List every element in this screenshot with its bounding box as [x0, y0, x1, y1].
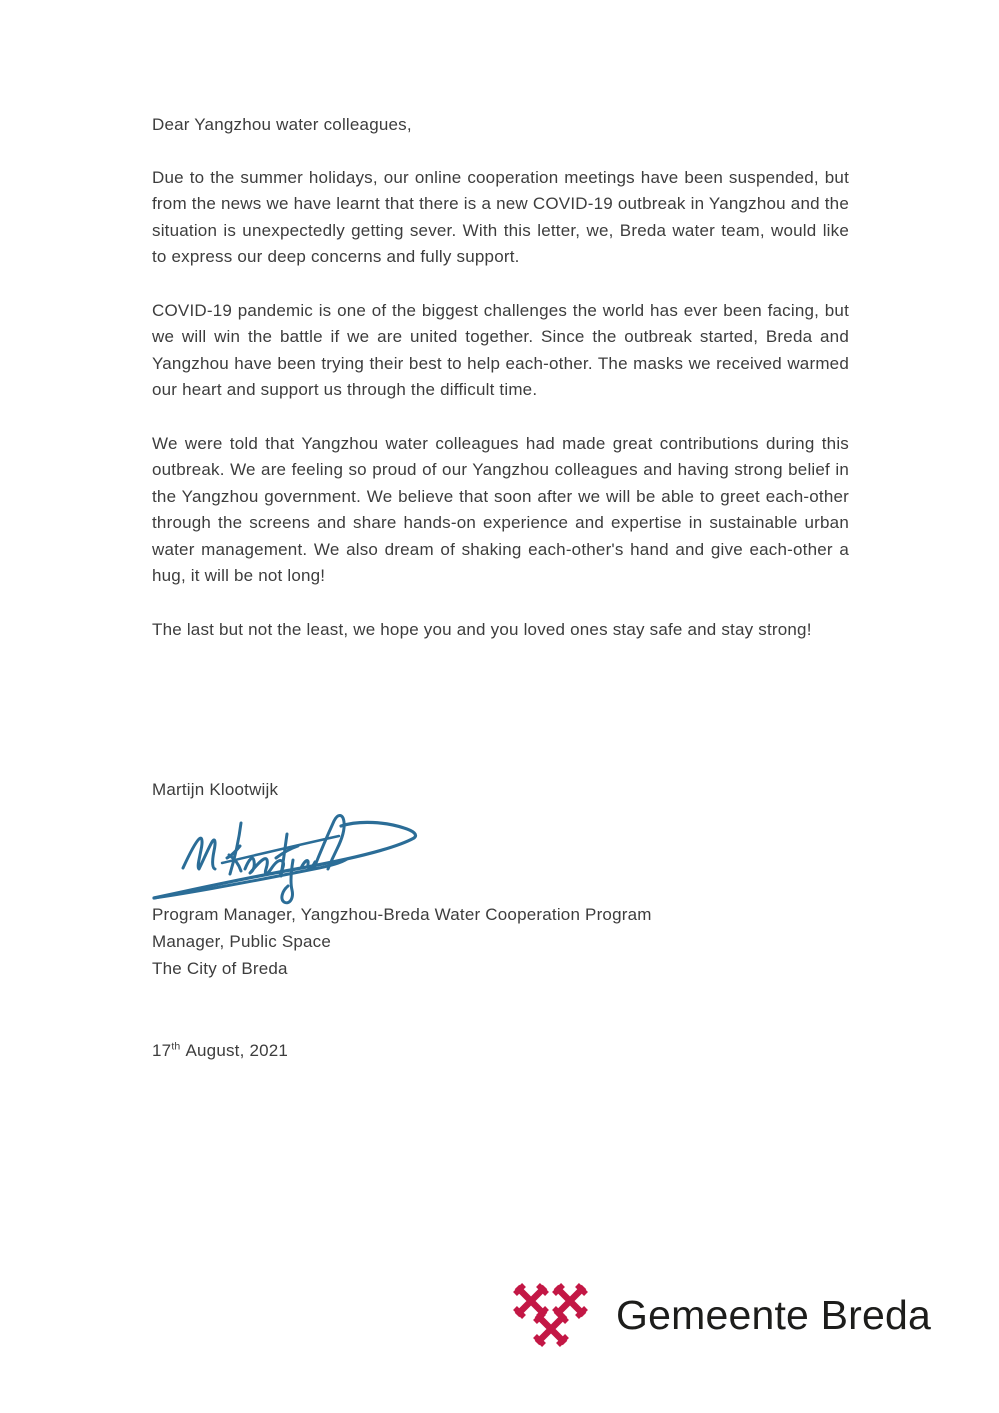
signer-name: Martijn Klootwijk	[152, 780, 279, 799]
date-ordinal-suffix: th	[171, 1039, 181, 1052]
breda-triple-cross-strokes	[515, 1285, 586, 1345]
signer-title-city: The City of Breda	[152, 958, 288, 978]
date-month-year: August, 2021	[185, 1040, 289, 1060]
signature-strokes	[154, 815, 416, 902]
gemeente-breda-logo	[508, 1282, 931, 1348]
handwritten-signature-image	[146, 806, 426, 911]
date-line	[152, 1038, 849, 1065]
signer-titles	[152, 901, 849, 982]
paragraph-4: The last but not the least, we hope you and you loved ones stay safe and stay strong!	[152, 619, 812, 639]
paragraph-3: We were told that Yangzhou water colleagues had made great contributions during this outbreak. We are feeling so proud of our Yangzhou colleagues and having strong belief in the Yangzhou government. We believe that soon after we will be able to greet each-other through the screens and share hands-on experience and expertise in sustainable urban water management. We also dream of shaking each-other's hand and give each-other a hug, it will be not long!	[152, 433, 849, 585]
date-day: 17	[152, 1040, 172, 1060]
letter-body	[152, 112, 849, 1064]
signer-title-manager-public-space: Manager, Public Space	[152, 931, 332, 951]
paragraph-1: Due to the summer holidays, our online cooperation meetings have been suspended, but from the news we have learnt that there is a new COVID-19 outbreak in Yangzhou and the situation is unexpectedly getting sever. With this letter, we, Breda water team, would like to express our deep concerns and fully support.	[152, 167, 849, 266]
paragraph-2: COVID-19 pandemic is one of the biggest challenges the world has ever been facing, but we will win the battle if we are united together. Since the outbreak started, Breda and Yangzhou have been trying their best to help each-other. The masks we received warmed our heart and support us through the difficult time.	[152, 300, 849, 399]
salutation	[152, 112, 849, 139]
salutation-text: Dear Yangzhou water colleagues,	[152, 115, 412, 134]
breda-triple-cross-icon	[508, 1282, 595, 1348]
logo-wordmark: Gemeente Breda	[616, 1291, 932, 1338]
signer-title-program-manager: Program Manager, Yangzhou-Breda Water Cooperation Program	[152, 904, 652, 924]
